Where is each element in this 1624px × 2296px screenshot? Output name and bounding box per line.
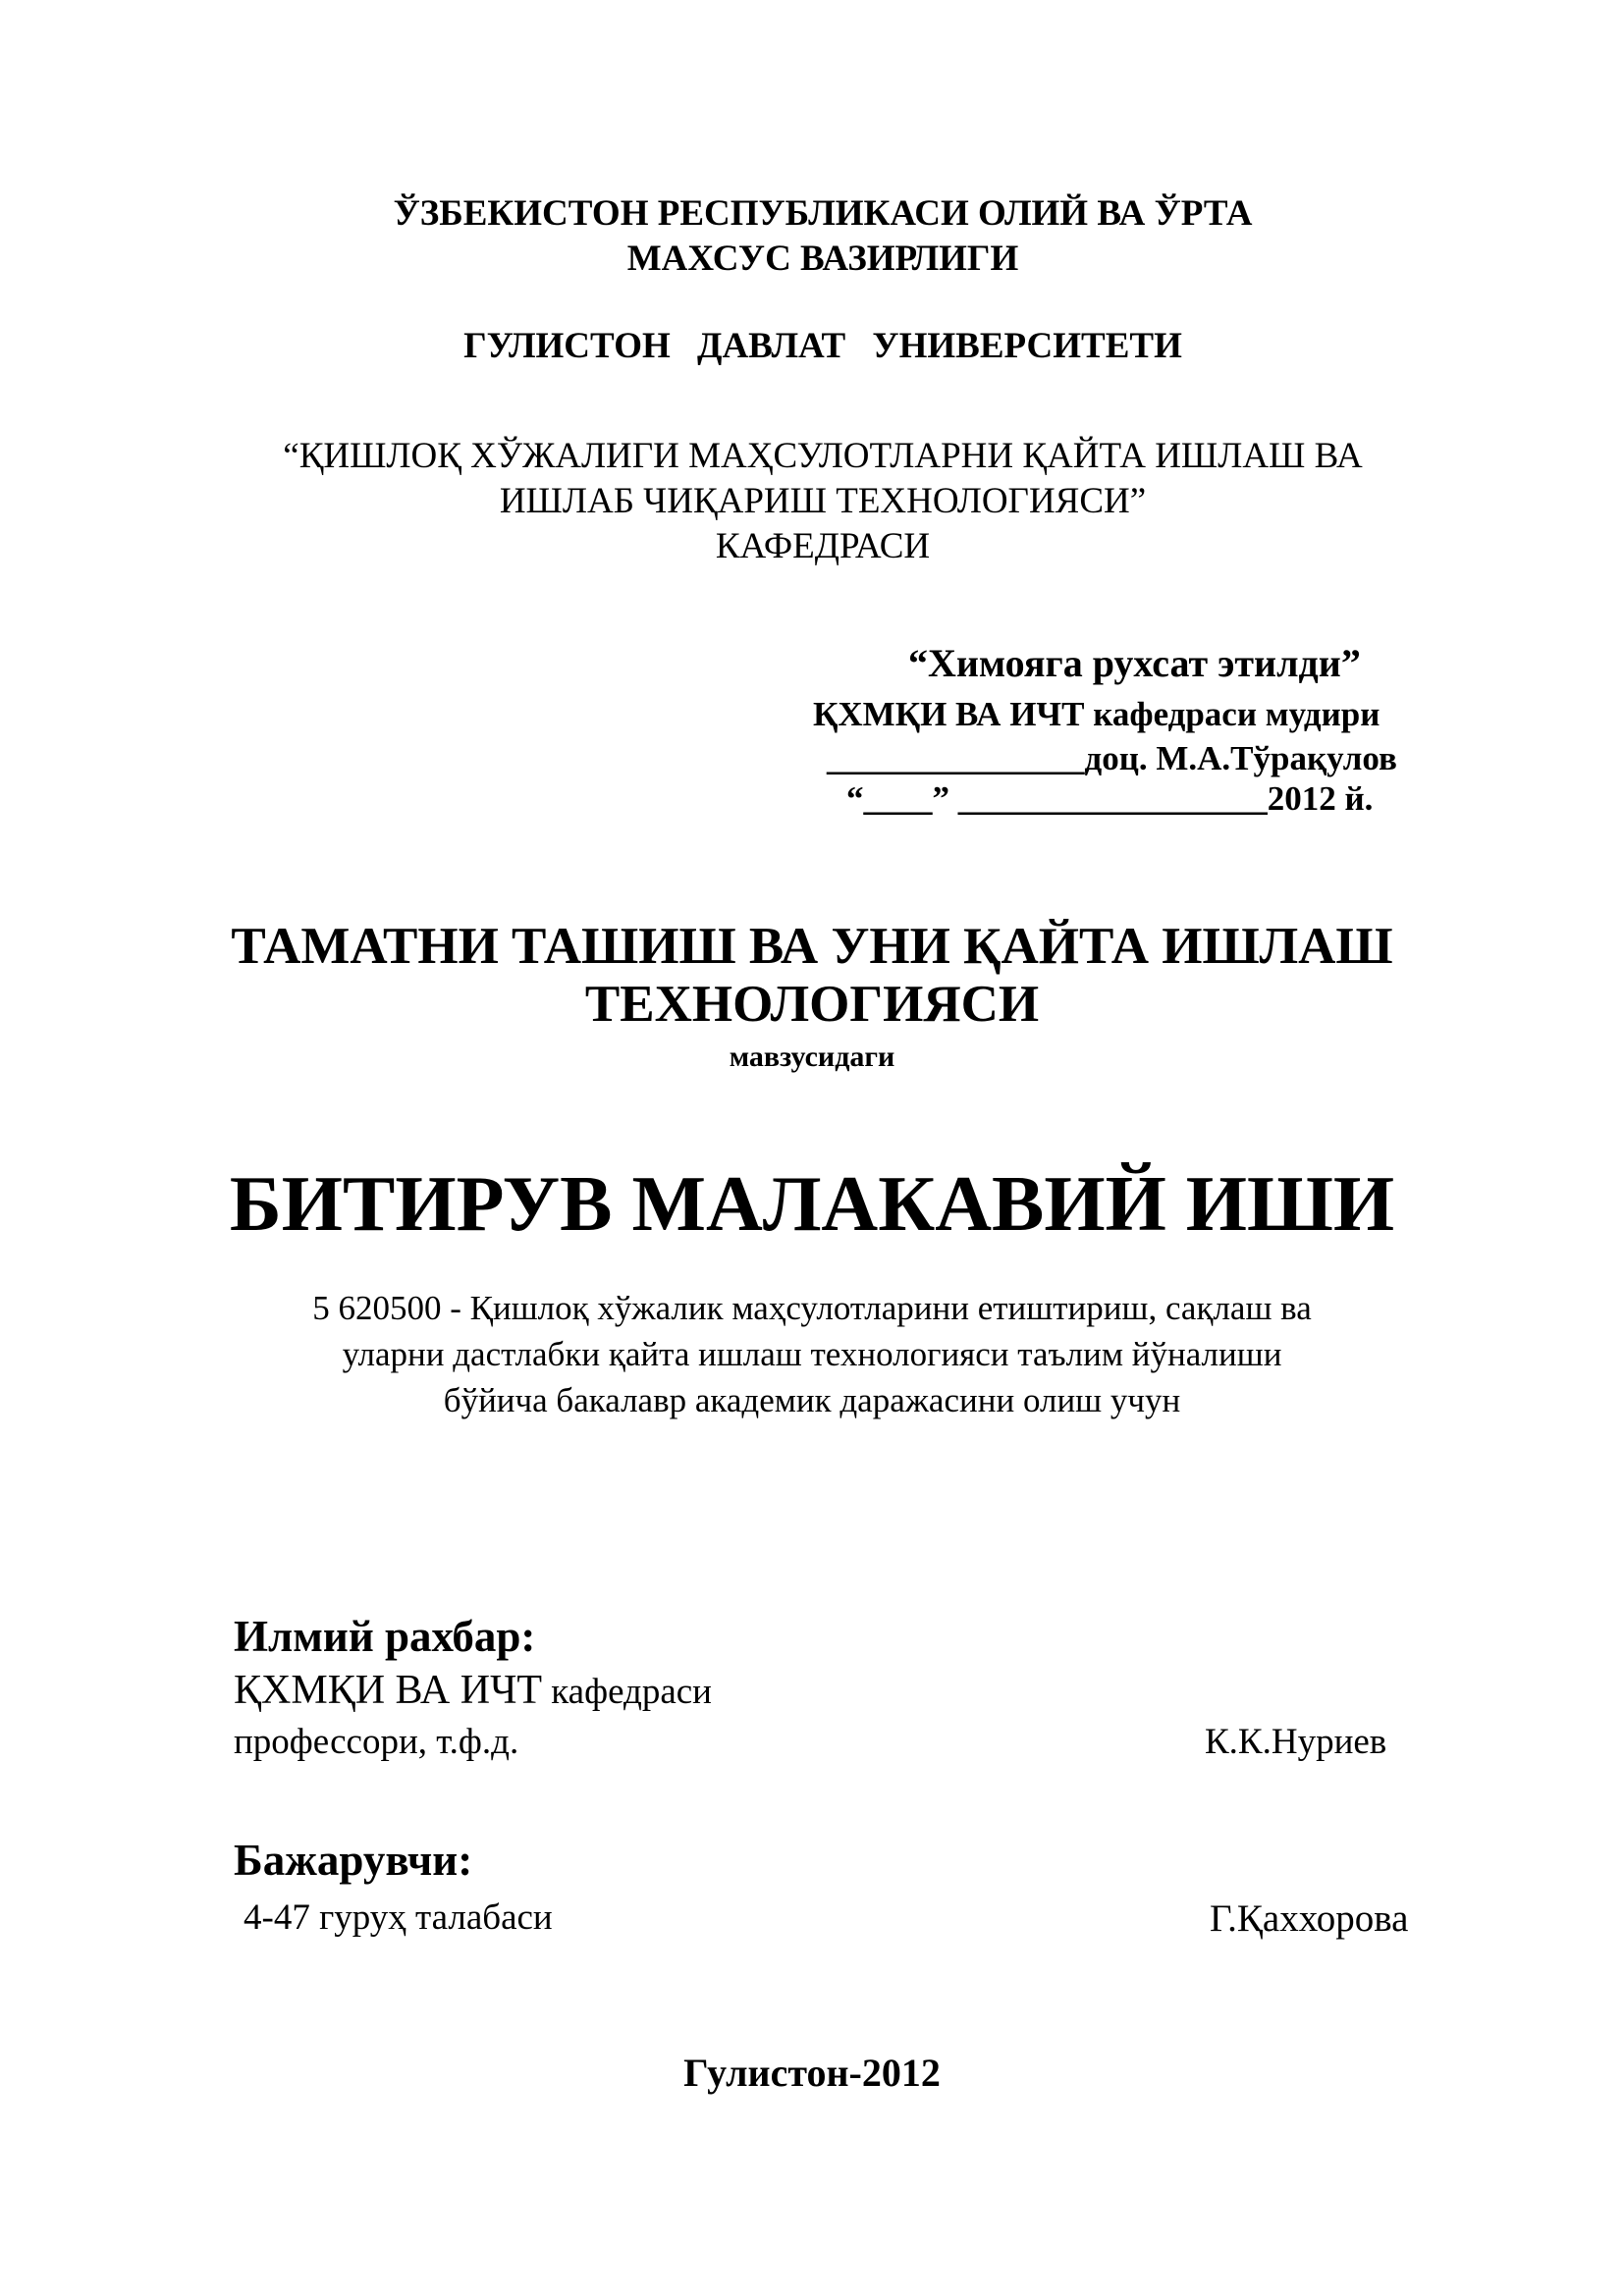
supervisor-heading: Илмий рахбар: <box>234 1612 536 1661</box>
approval-title: “Химояга рухсат этилди” <box>908 641 1361 685</box>
supervisor-name: К.К.Нуриев <box>1205 1722 1387 1762</box>
supervisor-department <box>234 1670 712 1711</box>
topic-subtitle: мавзусидаги <box>729 1041 895 1073</box>
approval-signature-line: _______________доц. М.А.Тўрақулов <box>827 739 1397 777</box>
ministry-name-line2: МАХСУС ВАЗИРЛИГИ <box>626 239 1019 279</box>
approval-department-head: ҚХМҚИ ВА ИЧТ кафедраси мудири <box>813 695 1380 733</box>
approval-date-line: “____” __________________2012 й. <box>846 779 1374 818</box>
topic-title-line1: ТАМАТНИ ТАШИШ ВА УНИ ҚАЙТА ИШЛАШ <box>231 918 1393 975</box>
supervisor-department-abbr: ҚХМҚИ ВА ИЧТ <box>234 1668 543 1713</box>
description-line3: бўйича бакалавр академик даражасини олиш учун <box>443 1381 1181 1419</box>
city-year-footer: Гулистон-2012 <box>683 2051 941 2095</box>
department-name-line1: “ҚИШЛОҚ ХЎЖАЛИГИ МАҲСУЛОТЛАРНИ ҚАЙТА ИШЛАШ ВА <box>283 436 1363 476</box>
supervisor-title: профессори, т.ф.д. <box>234 1722 519 1762</box>
executor-heading: Бажарувчи: <box>234 1836 473 1885</box>
department-name-line3: КАФЕДРАСИ <box>715 526 931 566</box>
university-name: ГУЛИСТОН ДАВЛАТ УНИВЕРСИТЕТИ <box>463 326 1182 366</box>
document-main-title: БИТИРУВ МАЛАКАВИЙ ИШИ <box>229 1161 1395 1248</box>
description-line1: 5 620500 - Қишлоқ хўжалик маҳсулотларини етиштириш, сақлаш ва <box>312 1289 1312 1327</box>
topic-title-line2: ТЕХНОЛОГИЯСИ <box>584 976 1040 1033</box>
executor-name: Г.Қаххорова <box>1210 1897 1409 1940</box>
ministry-name-line1: ЎЗБЕКИСТОН РЕСПУБЛИКАСИ ОЛИЙ ВА ЎРТА <box>393 193 1253 234</box>
supervisor-department-suffix: кафедраси <box>542 1672 712 1712</box>
executor-group: 4-47 гуруҳ талабаси <box>244 1897 553 1938</box>
description-line2: уларни дастлабки қайта ишлаш технологияси таълим йўналиши <box>342 1335 1282 1373</box>
department-name-line2: ИШЛАБ ЧИҚАРИШ ТЕХНОЛОГИЯСИ” <box>499 481 1147 521</box>
